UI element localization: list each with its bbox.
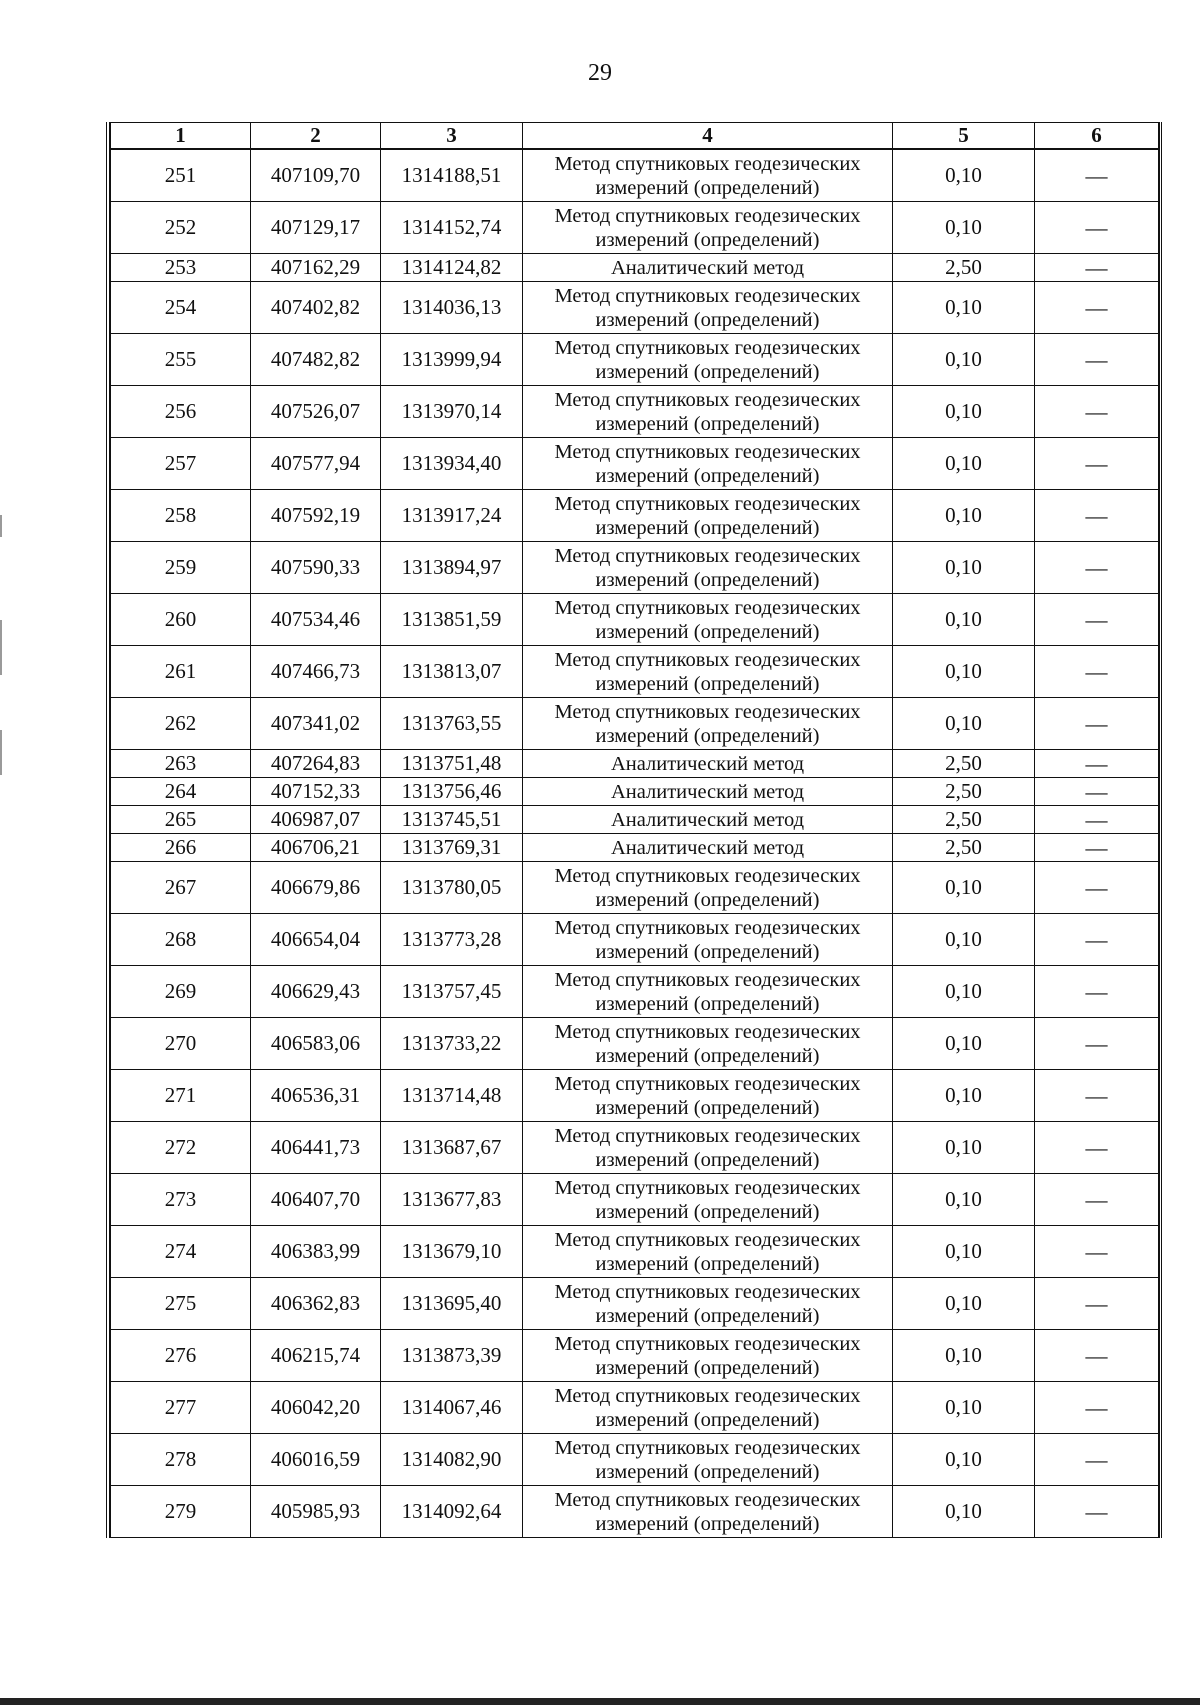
point-number-cell: 276 [111, 1330, 251, 1382]
accuracy-cell: 0,10 [893, 1278, 1035, 1330]
point-number-cell: 261 [111, 646, 251, 698]
method-cell: Аналитический метод [523, 806, 893, 834]
accuracy-cell: 0,10 [893, 1382, 1035, 1434]
accuracy-cell: 0,10 [893, 386, 1035, 438]
table-row [111, 1330, 1159, 1382]
table-row [111, 386, 1159, 438]
accuracy-cell: 2,50 [893, 254, 1035, 282]
accuracy-cell: 0,10 [893, 202, 1035, 254]
table-row [111, 834, 1159, 862]
y-coordinate-cell: 1313851,59 [381, 594, 523, 646]
note-cell: — [1035, 386, 1159, 438]
method-cell: Аналитический метод [523, 778, 893, 806]
method-cell: Метод спутниковых геодезических измерений (определений) [523, 1382, 893, 1434]
scan-edge-mark [0, 730, 2, 775]
method-cell: Метод спутниковых геодезических измерений (определений) [523, 1174, 893, 1226]
table-row [111, 438, 1159, 490]
x-coordinate-cell: 407526,07 [251, 386, 381, 438]
x-coordinate-cell: 406016,59 [251, 1434, 381, 1486]
method-cell: Метод спутниковых геодезических измерений (определений) [523, 646, 893, 698]
x-coordinate-cell: 406042,20 [251, 1382, 381, 1434]
accuracy-cell: 0,10 [893, 1434, 1035, 1486]
method-cell: Метод спутниковых геодезических измерений (определений) [523, 438, 893, 490]
table-row [111, 594, 1159, 646]
method-cell: Метод спутниковых геодезических измерений (определений) [523, 862, 893, 914]
point-number-cell: 266 [111, 834, 251, 862]
note-cell: — [1035, 254, 1159, 282]
point-number-cell: 262 [111, 698, 251, 750]
method-cell: Метод спутниковых геодезических измерений (определений) [523, 386, 893, 438]
point-number-cell: 270 [111, 1018, 251, 1070]
y-coordinate-cell: 1313769,31 [381, 834, 523, 862]
table-row [111, 1070, 1159, 1122]
column-header: 5 [893, 123, 1035, 150]
method-cell: Метод спутниковых геодезических измерений (определений) [523, 1122, 893, 1174]
point-number-cell: 278 [111, 1434, 251, 1486]
scan-edge-mark [0, 620, 2, 675]
point-number-cell: 267 [111, 862, 251, 914]
column-header: 1 [111, 123, 251, 150]
point-number-cell: 265 [111, 806, 251, 834]
column-header: 4 [523, 123, 893, 150]
x-coordinate-cell: 407402,82 [251, 282, 381, 334]
column-header: 2 [251, 123, 381, 150]
y-coordinate-cell: 1313677,83 [381, 1174, 523, 1226]
point-number-cell: 274 [111, 1226, 251, 1278]
table-row [111, 750, 1159, 778]
x-coordinate-cell: 406583,06 [251, 1018, 381, 1070]
note-cell: — [1035, 594, 1159, 646]
table-row [111, 542, 1159, 594]
method-cell: Метод спутниковых геодезических измерений (определений) [523, 1434, 893, 1486]
point-number-cell: 260 [111, 594, 251, 646]
y-coordinate-cell: 1313773,28 [381, 914, 523, 966]
point-number-cell: 273 [111, 1174, 251, 1226]
method-cell: Аналитический метод [523, 750, 893, 778]
method-cell: Метод спутниковых геодезических измерений (определений) [523, 149, 893, 202]
note-cell: — [1035, 1070, 1159, 1122]
x-coordinate-cell: 406629,43 [251, 966, 381, 1018]
column-header: 3 [381, 123, 523, 150]
method-cell: Метод спутниковых геодезических измерений (определений) [523, 698, 893, 750]
accuracy-cell: 0,10 [893, 646, 1035, 698]
table-row [111, 490, 1159, 542]
table-row [111, 806, 1159, 834]
y-coordinate-cell: 1313745,51 [381, 806, 523, 834]
y-coordinate-cell: 1313733,22 [381, 1018, 523, 1070]
note-cell: — [1035, 438, 1159, 490]
y-coordinate-cell: 1313756,46 [381, 778, 523, 806]
note-cell: — [1035, 862, 1159, 914]
note-cell: — [1035, 334, 1159, 386]
table-body [111, 149, 1159, 1538]
table-row [111, 1122, 1159, 1174]
note-cell: — [1035, 1434, 1159, 1486]
accuracy-cell: 2,50 [893, 778, 1035, 806]
table-row [111, 1486, 1159, 1538]
x-coordinate-cell: 407109,70 [251, 149, 381, 202]
method-cell: Аналитический метод [523, 254, 893, 282]
y-coordinate-cell: 1313934,40 [381, 438, 523, 490]
accuracy-cell: 2,50 [893, 806, 1035, 834]
note-cell: — [1035, 1174, 1159, 1226]
note-cell: — [1035, 1278, 1159, 1330]
x-coordinate-cell: 406987,07 [251, 806, 381, 834]
point-number-cell: 252 [111, 202, 251, 254]
accuracy-cell: 0,10 [893, 594, 1035, 646]
method-cell: Метод спутниковых геодезических измерений (определений) [523, 542, 893, 594]
y-coordinate-cell: 1313780,05 [381, 862, 523, 914]
point-number-cell: 256 [111, 386, 251, 438]
note-cell: — [1035, 1018, 1159, 1070]
point-number-cell: 264 [111, 778, 251, 806]
x-coordinate-cell: 406536,31 [251, 1070, 381, 1122]
y-coordinate-cell: 1314082,90 [381, 1434, 523, 1486]
method-cell: Метод спутниковых геодезических измерений (определений) [523, 1070, 893, 1122]
x-coordinate-cell: 407129,17 [251, 202, 381, 254]
table-row [111, 646, 1159, 698]
y-coordinate-cell: 1314036,13 [381, 282, 523, 334]
table-row [111, 149, 1159, 202]
accuracy-cell: 0,10 [893, 334, 1035, 386]
accuracy-cell: 0,10 [893, 862, 1035, 914]
x-coordinate-cell: 406706,21 [251, 834, 381, 862]
note-cell: — [1035, 750, 1159, 778]
method-cell: Метод спутниковых геодезических измерений (определений) [523, 1330, 893, 1382]
method-cell: Метод спутниковых геодезических измерений (определений) [523, 1018, 893, 1070]
method-cell: Метод спутниковых геодезических измерений (определений) [523, 1226, 893, 1278]
point-number-cell: 253 [111, 254, 251, 282]
y-coordinate-cell: 1313763,55 [381, 698, 523, 750]
coordinates-table-frame [106, 122, 1162, 1538]
y-coordinate-cell: 1313714,48 [381, 1070, 523, 1122]
x-coordinate-cell: 406654,04 [251, 914, 381, 966]
accuracy-cell: 0,10 [893, 1018, 1035, 1070]
y-coordinate-cell: 1314188,51 [381, 149, 523, 202]
x-coordinate-cell: 406362,83 [251, 1278, 381, 1330]
x-coordinate-cell: 406383,99 [251, 1226, 381, 1278]
y-coordinate-cell: 1313917,24 [381, 490, 523, 542]
x-coordinate-cell: 407341,02 [251, 698, 381, 750]
y-coordinate-cell: 1313695,40 [381, 1278, 523, 1330]
y-coordinate-cell: 1313679,10 [381, 1226, 523, 1278]
x-coordinate-cell: 407466,73 [251, 646, 381, 698]
accuracy-cell: 2,50 [893, 834, 1035, 862]
point-number-cell: 251 [111, 149, 251, 202]
y-coordinate-cell: 1313873,39 [381, 1330, 523, 1382]
accuracy-cell: 0,10 [893, 1486, 1035, 1538]
x-coordinate-cell: 406679,86 [251, 862, 381, 914]
x-coordinate-cell: 407577,94 [251, 438, 381, 490]
y-coordinate-cell: 1313894,97 [381, 542, 523, 594]
y-coordinate-cell: 1314092,64 [381, 1486, 523, 1538]
x-coordinate-cell: 407534,46 [251, 594, 381, 646]
accuracy-cell: 0,10 [893, 914, 1035, 966]
table-row [111, 862, 1159, 914]
accuracy-cell: 0,10 [893, 966, 1035, 1018]
x-coordinate-cell: 407152,33 [251, 778, 381, 806]
point-number-cell: 268 [111, 914, 251, 966]
accuracy-cell: 0,10 [893, 1174, 1035, 1226]
note-cell: — [1035, 806, 1159, 834]
x-coordinate-cell: 407162,29 [251, 254, 381, 282]
x-coordinate-cell: 407590,33 [251, 542, 381, 594]
table-row [111, 966, 1159, 1018]
table-row [111, 1434, 1159, 1486]
method-cell: Метод спутниковых геодезических измерений (определений) [523, 1278, 893, 1330]
note-cell: — [1035, 1330, 1159, 1382]
accuracy-cell: 0,10 [893, 1226, 1035, 1278]
note-cell: — [1035, 1122, 1159, 1174]
note-cell: — [1035, 149, 1159, 202]
y-coordinate-cell: 1314152,74 [381, 202, 523, 254]
method-cell: Метод спутниковых геодезических измерений (определений) [523, 334, 893, 386]
note-cell: — [1035, 698, 1159, 750]
accuracy-cell: 0,10 [893, 698, 1035, 750]
note-cell: — [1035, 778, 1159, 806]
accuracy-cell: 0,10 [893, 1070, 1035, 1122]
method-cell: Метод спутниковых геодезических измерений (определений) [523, 594, 893, 646]
y-coordinate-cell: 1313751,48 [381, 750, 523, 778]
y-coordinate-cell: 1313970,14 [381, 386, 523, 438]
accuracy-cell: 0,10 [893, 1122, 1035, 1174]
y-coordinate-cell: 1314067,46 [381, 1382, 523, 1434]
accuracy-cell: 0,10 [893, 438, 1035, 490]
coordinates-table [110, 122, 1159, 1538]
note-cell: — [1035, 966, 1159, 1018]
point-number-cell: 272 [111, 1122, 251, 1174]
x-coordinate-cell: 405985,93 [251, 1486, 381, 1538]
point-number-cell: 263 [111, 750, 251, 778]
point-number-cell: 257 [111, 438, 251, 490]
table-row [111, 1226, 1159, 1278]
point-number-cell: 258 [111, 490, 251, 542]
page-number: 29 [588, 60, 612, 86]
x-coordinate-cell: 407592,19 [251, 490, 381, 542]
table-row [111, 1174, 1159, 1226]
table-row [111, 698, 1159, 750]
accuracy-cell: 0,10 [893, 542, 1035, 594]
accuracy-cell: 0,10 [893, 282, 1035, 334]
point-number-cell: 254 [111, 282, 251, 334]
point-number-cell: 277 [111, 1382, 251, 1434]
accuracy-cell: 2,50 [893, 750, 1035, 778]
x-coordinate-cell: 406407,70 [251, 1174, 381, 1226]
scan-bottom-edge [0, 1698, 1200, 1705]
table-row [111, 1278, 1159, 1330]
point-number-cell: 279 [111, 1486, 251, 1538]
method-cell: Метод спутниковых геодезических измерений (определений) [523, 282, 893, 334]
point-number-cell: 255 [111, 334, 251, 386]
method-cell: Метод спутниковых геодезических измерений (определений) [523, 914, 893, 966]
column-header: 6 [1035, 123, 1159, 150]
accuracy-cell: 0,10 [893, 490, 1035, 542]
x-coordinate-cell: 406215,74 [251, 1330, 381, 1382]
note-cell: — [1035, 646, 1159, 698]
method-cell: Метод спутниковых геодезических измерений (определений) [523, 1486, 893, 1538]
note-cell: — [1035, 282, 1159, 334]
accuracy-cell: 0,10 [893, 1330, 1035, 1382]
note-cell: — [1035, 542, 1159, 594]
note-cell: — [1035, 1486, 1159, 1538]
method-cell: Аналитический метод [523, 834, 893, 862]
method-cell: Метод спутниковых геодезических измерений (определений) [523, 202, 893, 254]
y-coordinate-cell: 1313999,94 [381, 334, 523, 386]
x-coordinate-cell: 407482,82 [251, 334, 381, 386]
table-row [111, 282, 1159, 334]
note-cell: — [1035, 914, 1159, 966]
y-coordinate-cell: 1313757,45 [381, 966, 523, 1018]
x-coordinate-cell: 406441,73 [251, 1122, 381, 1174]
method-cell: Метод спутниковых геодезических измерений (определений) [523, 490, 893, 542]
method-cell: Метод спутниковых геодезических измерений (определений) [523, 966, 893, 1018]
point-number-cell: 259 [111, 542, 251, 594]
table-row [111, 334, 1159, 386]
x-coordinate-cell: 407264,83 [251, 750, 381, 778]
y-coordinate-cell: 1313687,67 [381, 1122, 523, 1174]
note-cell: — [1035, 1226, 1159, 1278]
y-coordinate-cell: 1313813,07 [381, 646, 523, 698]
table-row [111, 254, 1159, 282]
point-number-cell: 275 [111, 1278, 251, 1330]
note-cell: — [1035, 834, 1159, 862]
note-cell: — [1035, 202, 1159, 254]
point-number-cell: 271 [111, 1070, 251, 1122]
table-row [111, 778, 1159, 806]
table-row [111, 202, 1159, 254]
table-row [111, 1018, 1159, 1070]
note-cell: — [1035, 1382, 1159, 1434]
table-row [111, 1382, 1159, 1434]
scan-edge-mark [0, 515, 2, 537]
table-row [111, 914, 1159, 966]
y-coordinate-cell: 1314124,82 [381, 254, 523, 282]
point-number-cell: 269 [111, 966, 251, 1018]
table-header-row [111, 123, 1159, 150]
note-cell: — [1035, 490, 1159, 542]
accuracy-cell: 0,10 [893, 149, 1035, 202]
